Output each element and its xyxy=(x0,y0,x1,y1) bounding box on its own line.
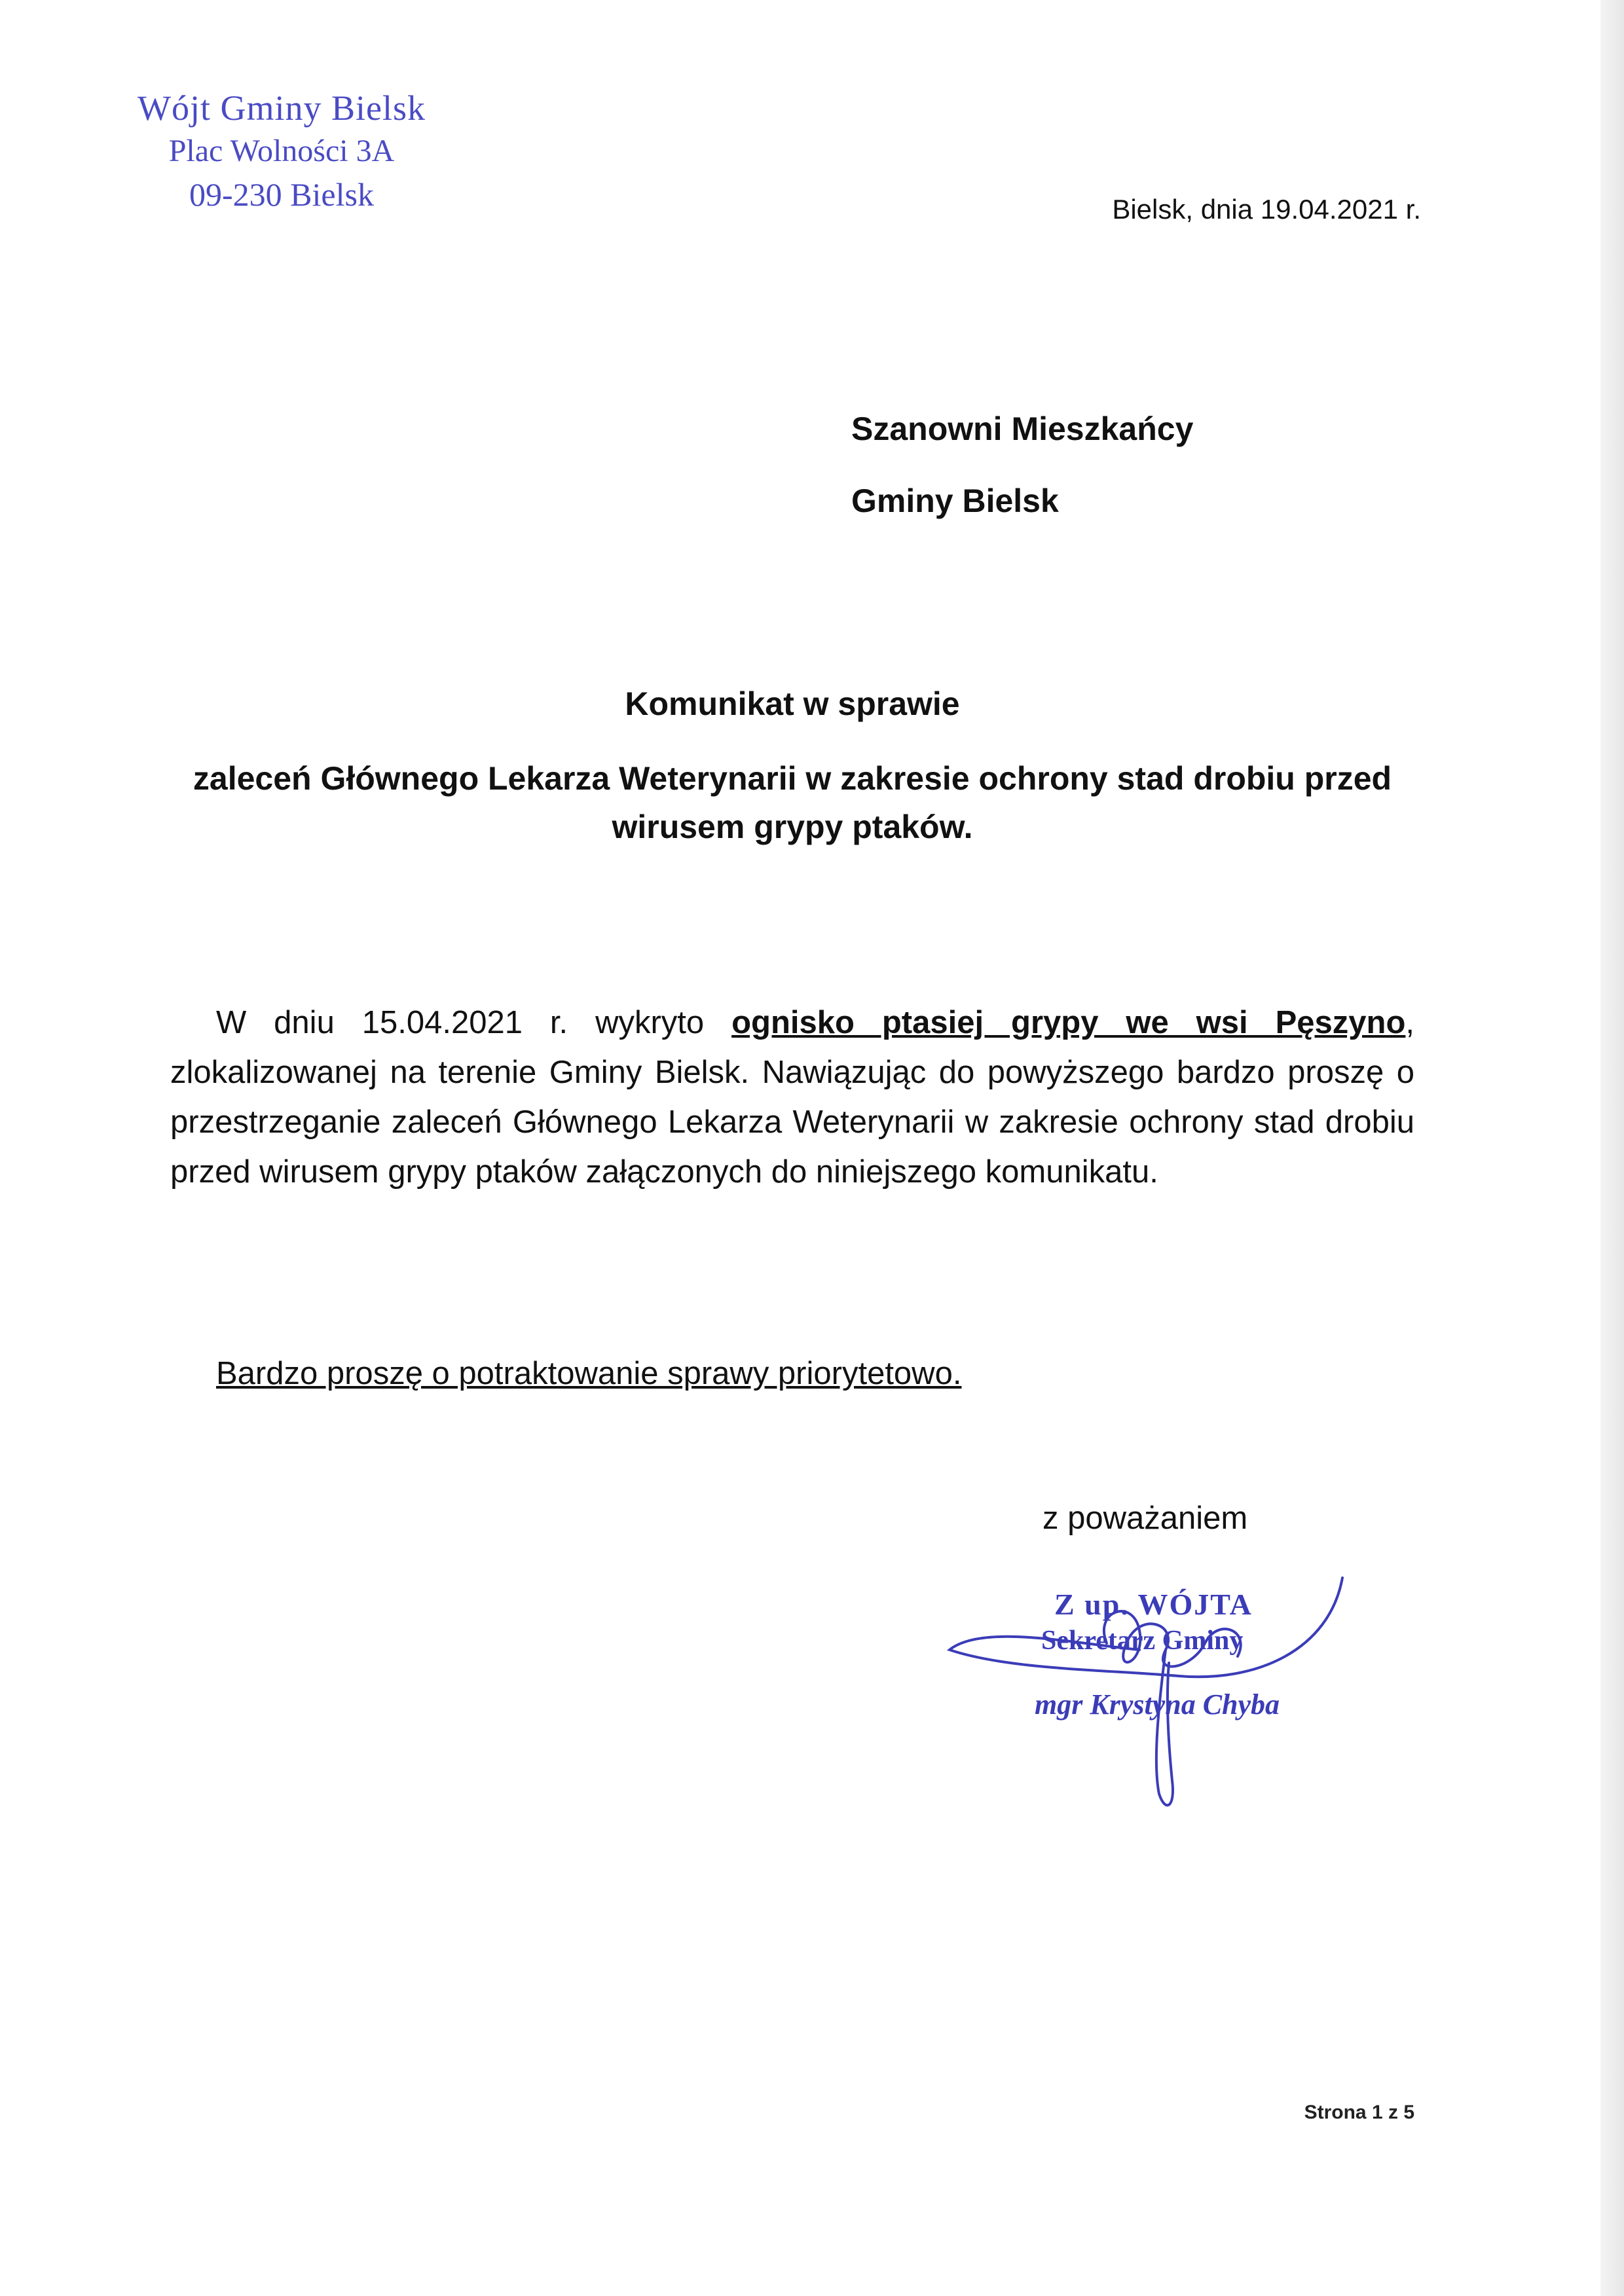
addressee-line-2: Gminy Bielsk xyxy=(851,483,1059,519)
signature-stamp-line-2: Sekretarz Gminy xyxy=(1041,1626,1244,1656)
stamp-line-2: Plac Wolności 3A xyxy=(168,134,395,168)
title-line-1: Komunikat w sprawie xyxy=(625,685,960,722)
priority-note: Bardzo proszę o potraktowanie sprawy priorytetowo. xyxy=(216,1356,962,1391)
addressee-line-1: Szanowni Mieszkańcy xyxy=(851,410,1194,447)
page-label: Strona xyxy=(1304,2102,1367,2123)
body-paragraph xyxy=(170,998,1414,1197)
closing-phrase: z poważaniem xyxy=(1043,1501,1248,1536)
page-number xyxy=(1270,2102,1414,2124)
letter-date: Bielsk, dnia 19.04.2021 r. xyxy=(1112,194,1421,225)
handwritten-signature xyxy=(943,1571,1349,1820)
announcement-title xyxy=(131,681,1454,851)
signature-stamp xyxy=(943,1571,1349,1820)
office-stamp xyxy=(98,86,465,216)
signature-stamp-line-3: mgr Krystyna Chyba xyxy=(1035,1688,1280,1721)
page-current: 1 xyxy=(1371,2102,1383,2123)
stamp-line-3: 09-230 Bielsk xyxy=(189,176,374,213)
signature-stamp-line-1: Z up. WÓJTA xyxy=(1054,1588,1253,1621)
body-emphasis: ognisko ptasiej grypy we wsi Pęszyno xyxy=(731,1005,1406,1040)
body-text-rest: , zlokalizowanej na terenie Gminy Bielsk. Nawiązując do powyższego bardzo proszę o przestrzeganie zaleceń Głównego Lekarza Weterynarii w zakresie ochrony stad drobiu przed wirusem grypy ptaków załączonych do niniejszego komunikatu. xyxy=(170,1005,1414,1190)
page-edge-shadow xyxy=(1600,0,1624,2296)
body-text-start: W dniu 15.04.2021 r. wykryto xyxy=(216,1005,732,1040)
stamp-line-1: Wójt Gminy Bielsk xyxy=(138,88,426,128)
title-line-2: zaleceń Głównego Lekarza Weterynarii w zakresie ochrony stad drobiu przed wirusem grypy ptaków. xyxy=(193,760,1392,845)
page-of: z xyxy=(1388,2102,1398,2123)
page-total: 5 xyxy=(1403,2102,1414,2123)
addressee xyxy=(851,393,1193,537)
